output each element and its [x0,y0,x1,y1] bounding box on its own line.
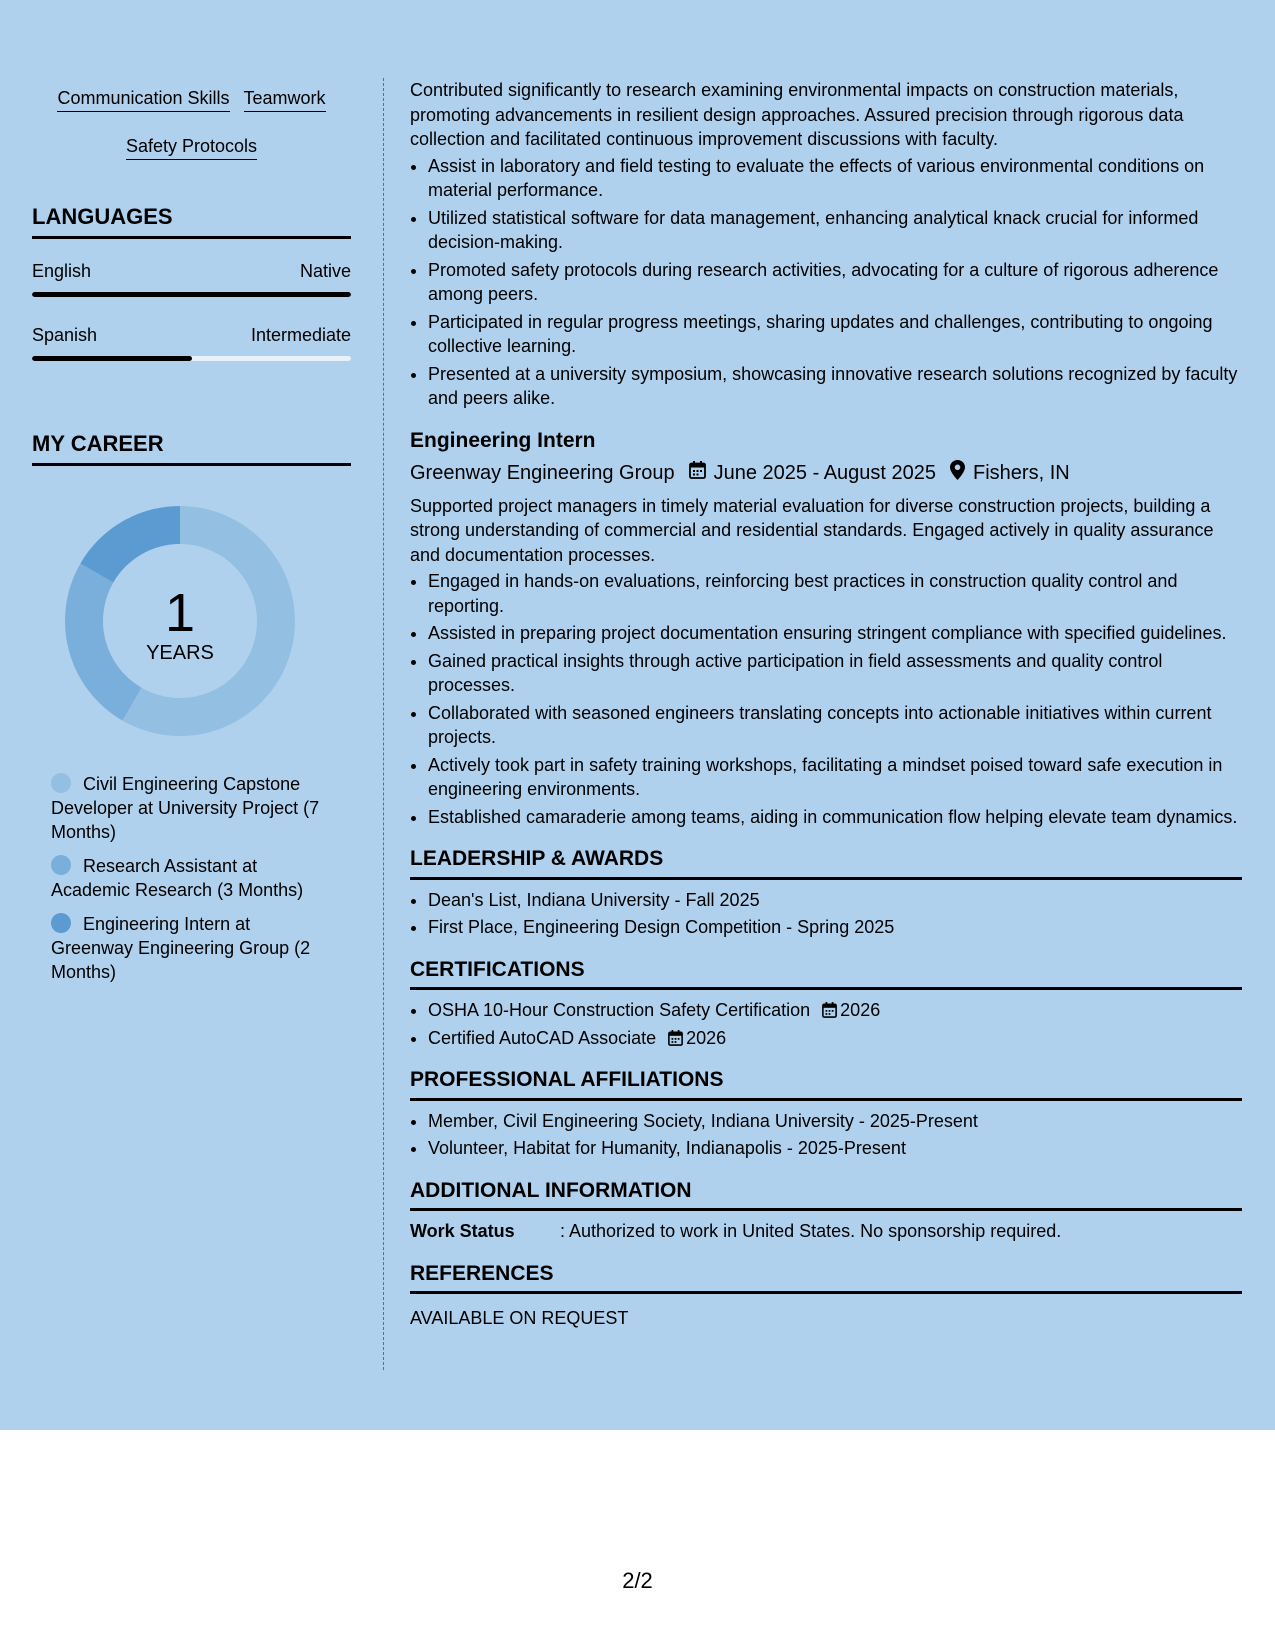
page-number: 2/2 [622,1568,653,1593]
legend-label: Research Assistant at Academic Research (3 Months) [51,856,304,900]
references-text: AVAILABLE ON REQUEST [410,1308,629,1328]
list-item: • First Place, Engineering Design Competition - Spring 2025 [428,915,1242,940]
job-meta [410,460,1242,487]
list-item: • Volunteer, Habitat for Humanity, Indianapolis - 2025-Present [428,1136,1242,1161]
language-item [32,261,351,297]
language-proficiency-bar [32,292,351,297]
cert-name: OSHA 10-Hour Construction Safety Certification [428,1000,811,1020]
list-item: • Established camaraderie among teams, aiding in communication flow helping elevate team dynamics. [428,805,1242,830]
job-dates: June 2025 - August 2025 [713,462,937,484]
cert-year: 2026 [686,1027,727,1048]
calendar-icon [822,1002,837,1018]
legend-dot [51,773,71,793]
right-column [410,78,1242,1331]
references-heading: REFERENCES [410,1262,1242,1295]
list-item: • Presented at a university symposium, showcasing innovative research solutions recognized by faculty and peers alike. [428,362,1242,411]
list-item: • Participated in regular progress meetings, sharing updates and challenges, contributing to ongoing collective learning. [428,310,1242,359]
work-status-row [410,1219,1242,1244]
cert-year: 2026 [840,1000,881,1020]
calendar-icon [689,461,706,486]
additional-info-heading: ADDITIONAL INFORMATION [410,1179,1242,1212]
legend-item [51,854,321,902]
skill-tag: Communication Skills [57,86,229,112]
career-legend [51,772,321,984]
language-proficiency-bar [32,356,351,361]
map-pin-icon [950,460,965,487]
intern-bullets [410,569,1242,829]
list-item: • Assist in laboratory and field testing to evaluate the effects of various environmental conditions on material performance. [428,154,1242,203]
calendar-icon [668,1030,683,1046]
work-status-value: : Authorized to work in United States. No sponsorship required. [560,1221,1062,1241]
career-heading: MY CAREER [32,431,351,466]
list-item: • Dean's List, Indiana University - Fall 2025 [428,888,1242,913]
certifications-list [410,998,1242,1050]
work-status-key: Work Status [410,1221,515,1241]
certifications-heading: CERTIFICATIONS [410,958,1242,991]
research-bullets [410,154,1242,411]
list-item: • Engaged in hands-on evaluations, reinforcing best practices in construction quality control and reporting. [428,569,1242,618]
affiliations-heading: PROFESSIONAL AFFILIATIONS [410,1068,1242,1101]
legend-label: Engineering Intern at Greenway Engineering Group (2 Months) [51,914,311,982]
language-name: Spanish [32,325,98,345]
languages-heading: LANGUAGES [32,204,351,239]
language-item [32,325,351,361]
list-item: • Actively took part in safety training workshops, facilitating a mindset poised toward safe execution in engineering environments. [428,753,1242,802]
skills-list [32,78,351,174]
job-company: Greenway Engineering Group [410,462,675,484]
intern-summary: Supported project managers in timely material evaluation for diverse construction projects, building a strong understanding of commercial and residential standards. Engaged actively in quality assurance and documentation processes. [410,495,1214,565]
legend-item [51,772,321,844]
list-item: • Collaborated with seasoned engineers translating concepts into actionable initiatives within current projects. [428,701,1242,750]
job-title: Engineering Intern [410,428,596,452]
list-item: • Member, Civil Engineering Society, Indiana University - 2025-Present [428,1109,1242,1134]
legend-dot [51,913,71,933]
cert-name: Certified AutoCAD Associate [428,1027,657,1048]
research-summary: Contributed significantly to research examining environmental impacts on construction materials, promoting advancements in resilient design approaches. Assured precision through rigorous data collection and facilitated continuous improvement discussions with faculty. [410,80,1184,149]
career-years-number: 1 [164,583,196,643]
legend-label: Civil Engineering Capstone Developer at University Project (7 Months) [51,774,320,842]
language-level: Native [299,261,351,281]
career-donut-chart [65,506,295,736]
skill-tag: Teamwork [244,86,326,112]
affiliations-list [410,1109,1242,1161]
leadership-list [410,888,1242,940]
column-divider [383,78,384,1370]
skill-tag: Safety Protocols [126,134,257,160]
job-location: Fishers, IN [973,462,1070,484]
legend-item [51,912,321,984]
list-item: • Assisted in preparing project documentation ensuring stringent compliance with specified guidelines. [428,621,1242,646]
leadership-heading: LEADERSHIP & AWARDS [410,847,1242,880]
legend-dot [51,855,71,875]
list-item: • Promoted safety protocols during research activities, advocating for a culture of rigorous adherence among peers. [428,258,1242,307]
career-years-label: YEARS [146,642,214,664]
language-level: Intermediate [250,325,351,345]
list-item [428,998,1242,1023]
list-item: • Utilized statistical software for data management, enhancing analytical knack crucial for informed decision-making. [428,206,1242,255]
list-item [428,1026,1242,1051]
language-name: English [32,261,92,281]
left-column [32,78,351,994]
list-item: • Gained practical insights through active participation in field assessments and quality control processes. [428,649,1242,698]
